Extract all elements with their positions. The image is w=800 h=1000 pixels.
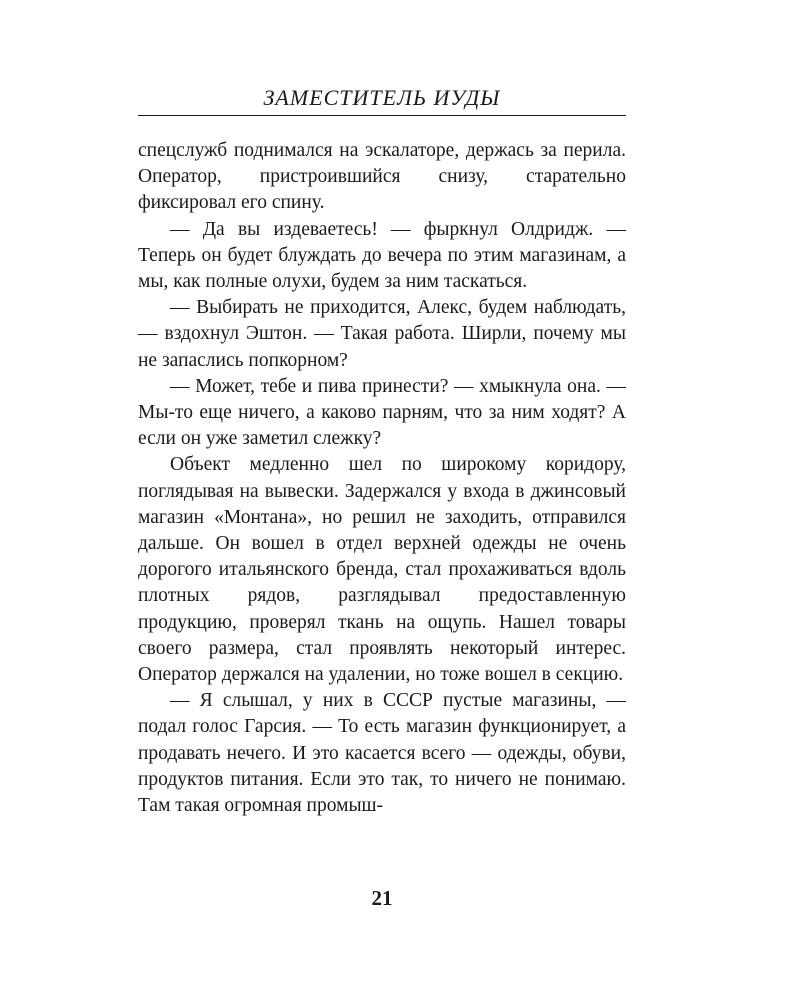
page-number: 21 <box>371 886 393 910</box>
header-rule <box>138 115 626 116</box>
paragraph: — Может, тебе и пива принести? — хмыкнула она. — Мы-то еще ничего, а каково парням, что за ним ходят? А если он уже заметил слежку? <box>138 375 626 450</box>
paragraph: — Выбирать не приходится, Алекс, будем наблюдать, — вздохнул Эштон. — Такая работа. Ширли, почему мы не запаслись попкорном? <box>138 297 626 371</box>
body-text <box>138 138 626 819</box>
paragraph: — Я слышал, у них в СССР пустые магазины, — подал голос Гарсия. — То есть магазин функционирует, а продавать нечего. И это касается всего — одежды, обуви, продуктов питания. Если это так, то ничего не понимаю. Там такая огромная промыш- <box>138 690 626 817</box>
paragraph-continuation: спецслужб поднимался на эскалаторе, держась за перила. Оператор, пристроившийся снизу, старательно фиксировал его спину. <box>138 140 626 214</box>
paragraph: Объект медленно шел по широкому коридору, поглядывая на вывески. Задержался у входа в джинсовый магазин «Монтана», но решил не заходить, отправился дальше. Он вошел в отдел верхней одежды не очень дорогого итальянского бренда, стал прохаживаться вдоль плотных рядов, разглядывал предоставленную продукцию, проверял ткань на ощупь. Нашел товары своего размера, стал проявлять некоторый интерес. Оператор держался на удалении, но тоже вошел в секцию. <box>138 454 626 686</box>
paragraph: — Да вы издеваетесь! — фыркнул Олдридж. — Теперь он будет блуждать до вечера по этим магазинам, а мы, как полные олухи, будем за ним таскаться. <box>138 218 626 293</box>
running-head: ЗАМЕСТИТЕЛЬ ИУДЫ <box>263 85 501 110</box>
